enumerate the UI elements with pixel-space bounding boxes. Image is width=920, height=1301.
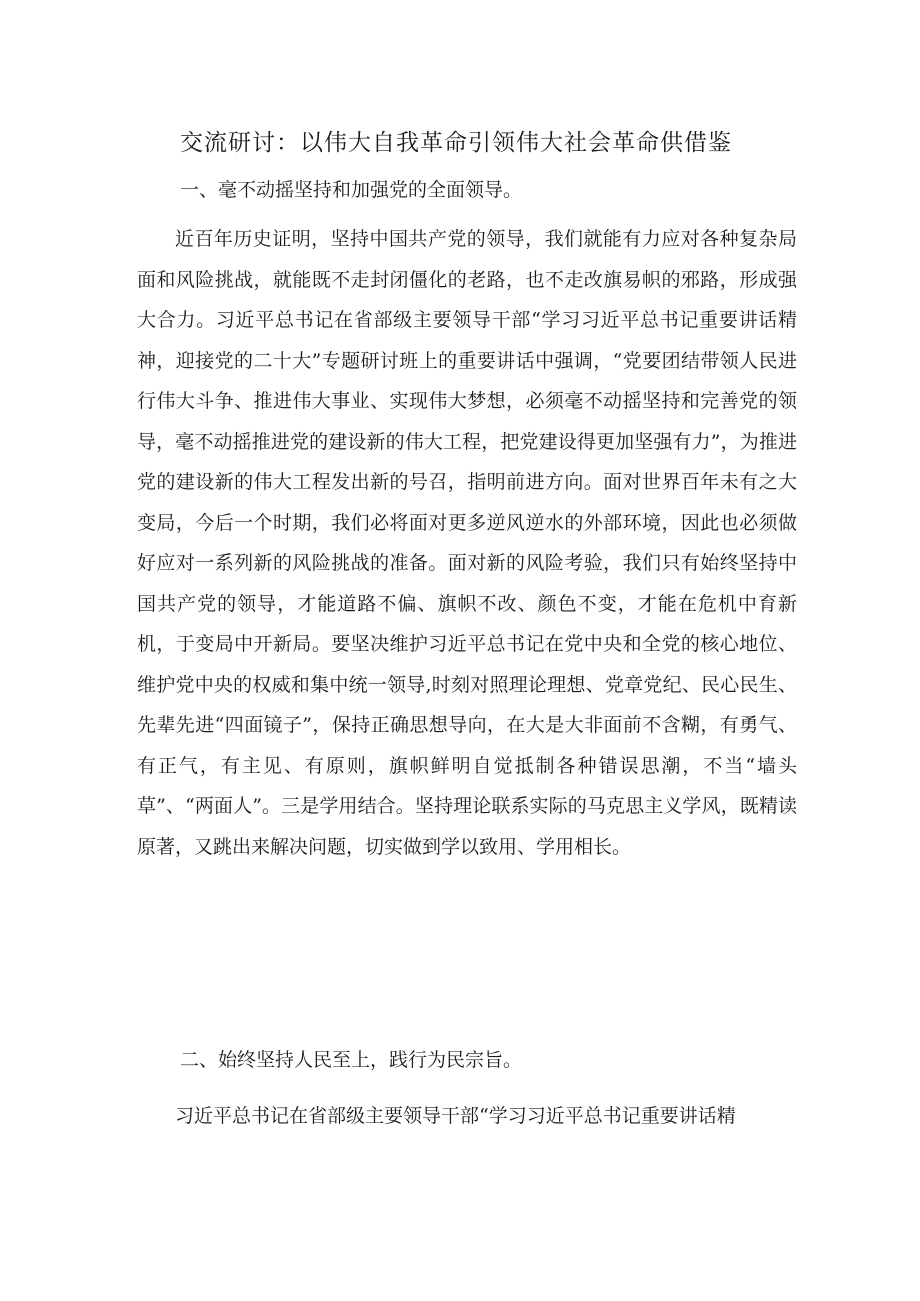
section-2-heading: 二、始终坚持人民至上，践行为民宗旨。 bbox=[180, 1049, 523, 1071]
section-1-heading: 一、毫不动摇坚持和加强党的全面领导。 bbox=[180, 179, 523, 201]
document-title: 交流研讨：以伟大自我革命引领伟大社会革命供借鉴 bbox=[180, 130, 732, 156]
section-1-paragraph: 近百年历史证明，坚持中国共产党的领导，我们就能有力应对各种复杂局面和风险挑战，就能既不走封闭僵化的老路，也不走改旗易帜的邪路，形成强大合力。习近平总书记在省部级主要领导干部“学习习近平总书记重要讲话精神，迎接党的二十大”专题研讨班上的重要讲话中强调，“党要团结带领人民进行伟大斗争、推进伟大事业、实现伟大梦想，必须毫不动摇坚持和完善党的领导，毫不动摇推进党的建设新的伟大工程，把党建设得更加坚强有力”，为推进党的建设新的伟大工程发出新的号召，指明前进方向。面对世界百年未有之大变局，今后一个时期，我们必将面对更多逆风逆水的外部环境，因此也必须做好应对一系列新的风险挑战的准备。面对新的风险考验，我们只有始终坚持中国共产党的领导，才能道路不偏、旗帜不改、颜色不变，才能在危机中育新机，于变局中开新局。要坚决维护习近平总书记在党中央和全党的核心地位、维护党中央的权威和集中统一领导,时刻对照理论理想、党章党纪、民心民生、先辈先进“四面镜子”，保持正确思想导向，在大是大非面前不含糊，有勇气、有正气，有主见、有原则，旗帜鲜明自觉抵制各种错误思潮，不当“墙头草”、“两面人”。三是学用结合。坚持理论联系实际的马克思主义学风，既精读原著，又跳出来解决问题，切实做到学以致用、学用相长。 bbox=[137, 228, 797, 858]
section-2-paragraph: 习近平总书记在省部级主要领导干部“学习习近平总书记重要讲话精 bbox=[175, 1105, 736, 1127]
